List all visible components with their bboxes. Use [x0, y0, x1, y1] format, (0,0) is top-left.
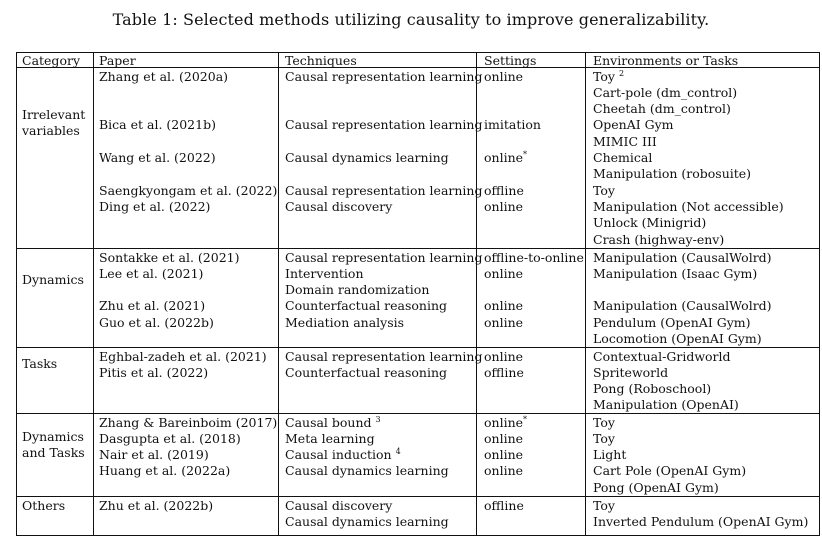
- category-cell: Others: [22, 497, 66, 513]
- environment-text: Locomotion (OpenAI Gym): [593, 331, 762, 346]
- header-techniques: Techniques: [285, 53, 357, 68]
- category-cell: Tasks: [22, 356, 58, 371]
- technique-text: Causal discovery: [285, 497, 393, 513]
- technique-text: Domain randomization: [285, 282, 430, 298]
- setting-text: online: [484, 298, 524, 314]
- category-cell: variables: [22, 123, 80, 139]
- setting-text: imitation: [484, 117, 541, 133]
- footnote-marker: 4: [395, 447, 401, 457]
- technique-text: Causal representation learning: [285, 249, 483, 265]
- environment-text: Crash (highway-env): [593, 231, 725, 247]
- technique-cell: [285, 199, 392, 215]
- environment-cell: [593, 349, 731, 365]
- setting-cell: [484, 463, 523, 479]
- setting-cell: [484, 183, 524, 199]
- setting-text: online: [484, 150, 524, 165]
- environment-text: Spriteworld: [593, 364, 669, 380]
- paper-cell: Bica et al. (2021b): [99, 117, 216, 133]
- technique-cell: [285, 315, 404, 331]
- environment-cell: [593, 101, 731, 117]
- header-category: Category: [22, 53, 81, 68]
- technique-text: Causal dynamics learning: [285, 463, 449, 479]
- environment-text: Toy: [593, 414, 615, 430]
- setting-cell: [484, 447, 523, 463]
- technique-text: Causal dynamics learning: [285, 513, 449, 529]
- technique-text: Counterfactual reasoning: [285, 298, 448, 314]
- technique-cell: [285, 415, 381, 431]
- technique-cell: [285, 250, 483, 266]
- table-caption: Table 1: Selected methods utilizing causality to improve generalizability.: [112, 10, 710, 29]
- paper-cell: Lee et al. (2021): [99, 265, 204, 281]
- environment-cell: [593, 315, 751, 331]
- technique-cell: [285, 514, 449, 530]
- technique-text: Causal dynamics learning: [285, 150, 449, 165]
- paper-cell: Guo et al. (2022b): [99, 314, 214, 330]
- environment-cell: [593, 232, 724, 248]
- setting-text: offline: [484, 182, 524, 198]
- environment-cell: [593, 331, 762, 347]
- environment-text: Manipulation (OpenAI): [593, 397, 739, 413]
- setting-text: online: [484, 414, 524, 430]
- technique-cell: [285, 266, 364, 282]
- paper-cell: Dasgupta et al. (2018): [99, 430, 241, 446]
- setting-cell: [484, 431, 523, 447]
- environment-cell: [593, 85, 737, 101]
- column-border: [585, 52, 586, 535]
- category-cell: and Tasks: [22, 445, 85, 461]
- environment-text: Manipulation (Isaac Gym): [593, 265, 758, 281]
- paper-cell: Nair et al. (2019): [99, 447, 209, 463]
- setting-text: online: [484, 348, 524, 364]
- environment-text: Manipulation (Not accessible): [593, 198, 784, 214]
- setting-text: offline-to-online: [484, 249, 584, 265]
- setting-cell: [484, 266, 523, 282]
- technique-text: Causal representation learning: [285, 117, 483, 133]
- environment-text: Pong (Roboschool): [593, 381, 712, 397]
- setting-asterisk: *: [523, 150, 528, 159]
- environment-text: Toy: [593, 497, 615, 513]
- setting-cell: [484, 150, 527, 166]
- environment-cell: [593, 134, 657, 150]
- environment-text: Inverted Pendulum (OpenAI Gym): [593, 513, 809, 529]
- environment-cell: [593, 498, 615, 514]
- technique-cell: [285, 498, 392, 514]
- paper-cell: Saengkyongam et al. (2022): [99, 182, 278, 198]
- setting-cell: [484, 349, 523, 365]
- technique-text: Causal representation learning: [285, 182, 483, 198]
- environment-text: Contextual-Gridworld: [593, 348, 731, 364]
- paper-cell: Zhu et al. (2021): [99, 298, 206, 314]
- technique-cell: [285, 365, 447, 381]
- technique-text: Causal representation learning: [285, 348, 483, 364]
- paper-cell: Zhu et al. (2022b): [99, 497, 214, 513]
- technique-text: Meta learning: [285, 430, 375, 446]
- technique-cell: [285, 431, 375, 447]
- setting-cell: [484, 250, 584, 266]
- environment-cell: [593, 150, 652, 166]
- setting-cell: [484, 365, 524, 381]
- environment-text: Cart Pole (OpenAI Gym): [593, 463, 747, 479]
- setting-text: online: [484, 314, 524, 330]
- setting-cell: [484, 298, 523, 314]
- paper-cell: Sontakke et al. (2021): [99, 249, 240, 265]
- environment-cell: [593, 215, 706, 231]
- environment-cell: [593, 381, 711, 397]
- setting-text: offline: [484, 497, 524, 513]
- environment-text: Chemical: [593, 150, 653, 165]
- setting-cell: [484, 199, 523, 215]
- table-bottom-rule: [16, 535, 820, 536]
- paper-cell: Huang et al. (2022a): [99, 463, 231, 479]
- environment-text: MIMIC III: [593, 133, 657, 149]
- header-environments: Environments or Tasks: [593, 53, 739, 68]
- environment-text: Light: [593, 447, 627, 463]
- environment-text: Toy: [593, 68, 615, 84]
- technique-text: Counterfactual reasoning: [285, 364, 448, 380]
- technique-cell: [285, 183, 483, 199]
- environment-cell: [593, 365, 668, 381]
- setting-cell: [484, 69, 523, 85]
- environment-cell: [593, 183, 615, 199]
- environment-cell: [593, 117, 674, 133]
- environment-text: Pendulum (OpenAI Gym): [593, 314, 751, 330]
- technique-cell: [285, 298, 447, 314]
- setting-text: online: [484, 463, 524, 479]
- paper-cell: Eghbal-zadeh et al. (2021): [99, 348, 267, 364]
- environment-cell: [593, 480, 719, 496]
- environment-text: Unlock (Minigrid): [593, 215, 707, 231]
- environment-cell: [593, 199, 784, 215]
- environment-cell: [593, 463, 746, 479]
- setting-text: online: [484, 198, 524, 214]
- environment-cell: [593, 266, 757, 282]
- setting-text: online: [484, 68, 524, 84]
- setting-cell: [484, 498, 524, 514]
- category-cell: Dynamics: [22, 272, 84, 287]
- environment-cell: [593, 166, 751, 182]
- technique-cell: [285, 282, 429, 298]
- environment-text: OpenAI Gym: [593, 117, 674, 133]
- environment-cell: [593, 415, 615, 431]
- paper-cell: Wang et al. (2022): [99, 150, 216, 165]
- environment-cell: [593, 447, 626, 463]
- footnote-marker: 3: [375, 414, 381, 424]
- environment-cell: [593, 431, 615, 447]
- environment-cell: [593, 250, 772, 266]
- setting-cell: [484, 415, 527, 431]
- technique-cell: [285, 447, 401, 463]
- setting-cell: [484, 315, 523, 331]
- column-border: [819, 52, 820, 535]
- header-paper: Paper: [99, 53, 136, 68]
- paper-cell: Zhang & Bareinboim (2017): [99, 414, 278, 430]
- setting-asterisk: *: [523, 414, 528, 424]
- environment-cell: [593, 69, 624, 85]
- technique-text: Causal discovery: [285, 198, 393, 214]
- column-border: [278, 52, 279, 535]
- category-cell: Dynamics: [22, 429, 84, 444]
- environment-text: Cheetah (dm_control): [593, 101, 731, 117]
- technique-text: Causal representation learning: [285, 68, 483, 84]
- technique-cell: [285, 463, 449, 479]
- category-cell: Irrelevant: [22, 107, 86, 122]
- environment-text: Toy: [593, 430, 615, 446]
- environment-text: Pong (OpenAI Gym): [593, 479, 719, 495]
- technique-cell: [285, 69, 483, 85]
- setting-text: offline: [484, 364, 524, 380]
- setting-text: online: [484, 447, 524, 463]
- environment-cell: [593, 397, 739, 413]
- setting-text: online: [484, 265, 524, 281]
- paper-cell: Ding et al. (2022): [99, 198, 211, 214]
- environment-text: Cart-pole (dm_control): [593, 84, 738, 100]
- paper-cell: Zhang et al. (2020a): [99, 68, 229, 84]
- environment-text: Manipulation (robosuite): [593, 166, 752, 182]
- environment-text: Manipulation (CausalWolrd): [593, 298, 772, 314]
- technique-cell: [285, 150, 449, 166]
- technique-cell: [285, 117, 483, 133]
- footnote-marker: 2: [618, 68, 625, 78]
- column-border: [16, 52, 17, 535]
- technique-text: Intervention: [285, 265, 364, 281]
- setting-text: online: [484, 430, 524, 446]
- technique-text: Mediation analysis: [285, 314, 405, 330]
- environment-text: Manipulation (CausalWolrd): [593, 249, 772, 265]
- environment-text: Toy: [593, 182, 615, 198]
- technique-text: Causal induction: [285, 447, 392, 463]
- paper-cell: Pitis et al. (2022): [99, 364, 209, 380]
- technique-cell: [285, 349, 483, 365]
- header-settings: Settings: [484, 53, 537, 68]
- environment-cell: [593, 514, 808, 530]
- technique-text: Causal bound: [285, 414, 372, 430]
- environment-cell: [593, 298, 772, 314]
- column-border: [93, 52, 94, 535]
- setting-cell: [484, 117, 541, 133]
